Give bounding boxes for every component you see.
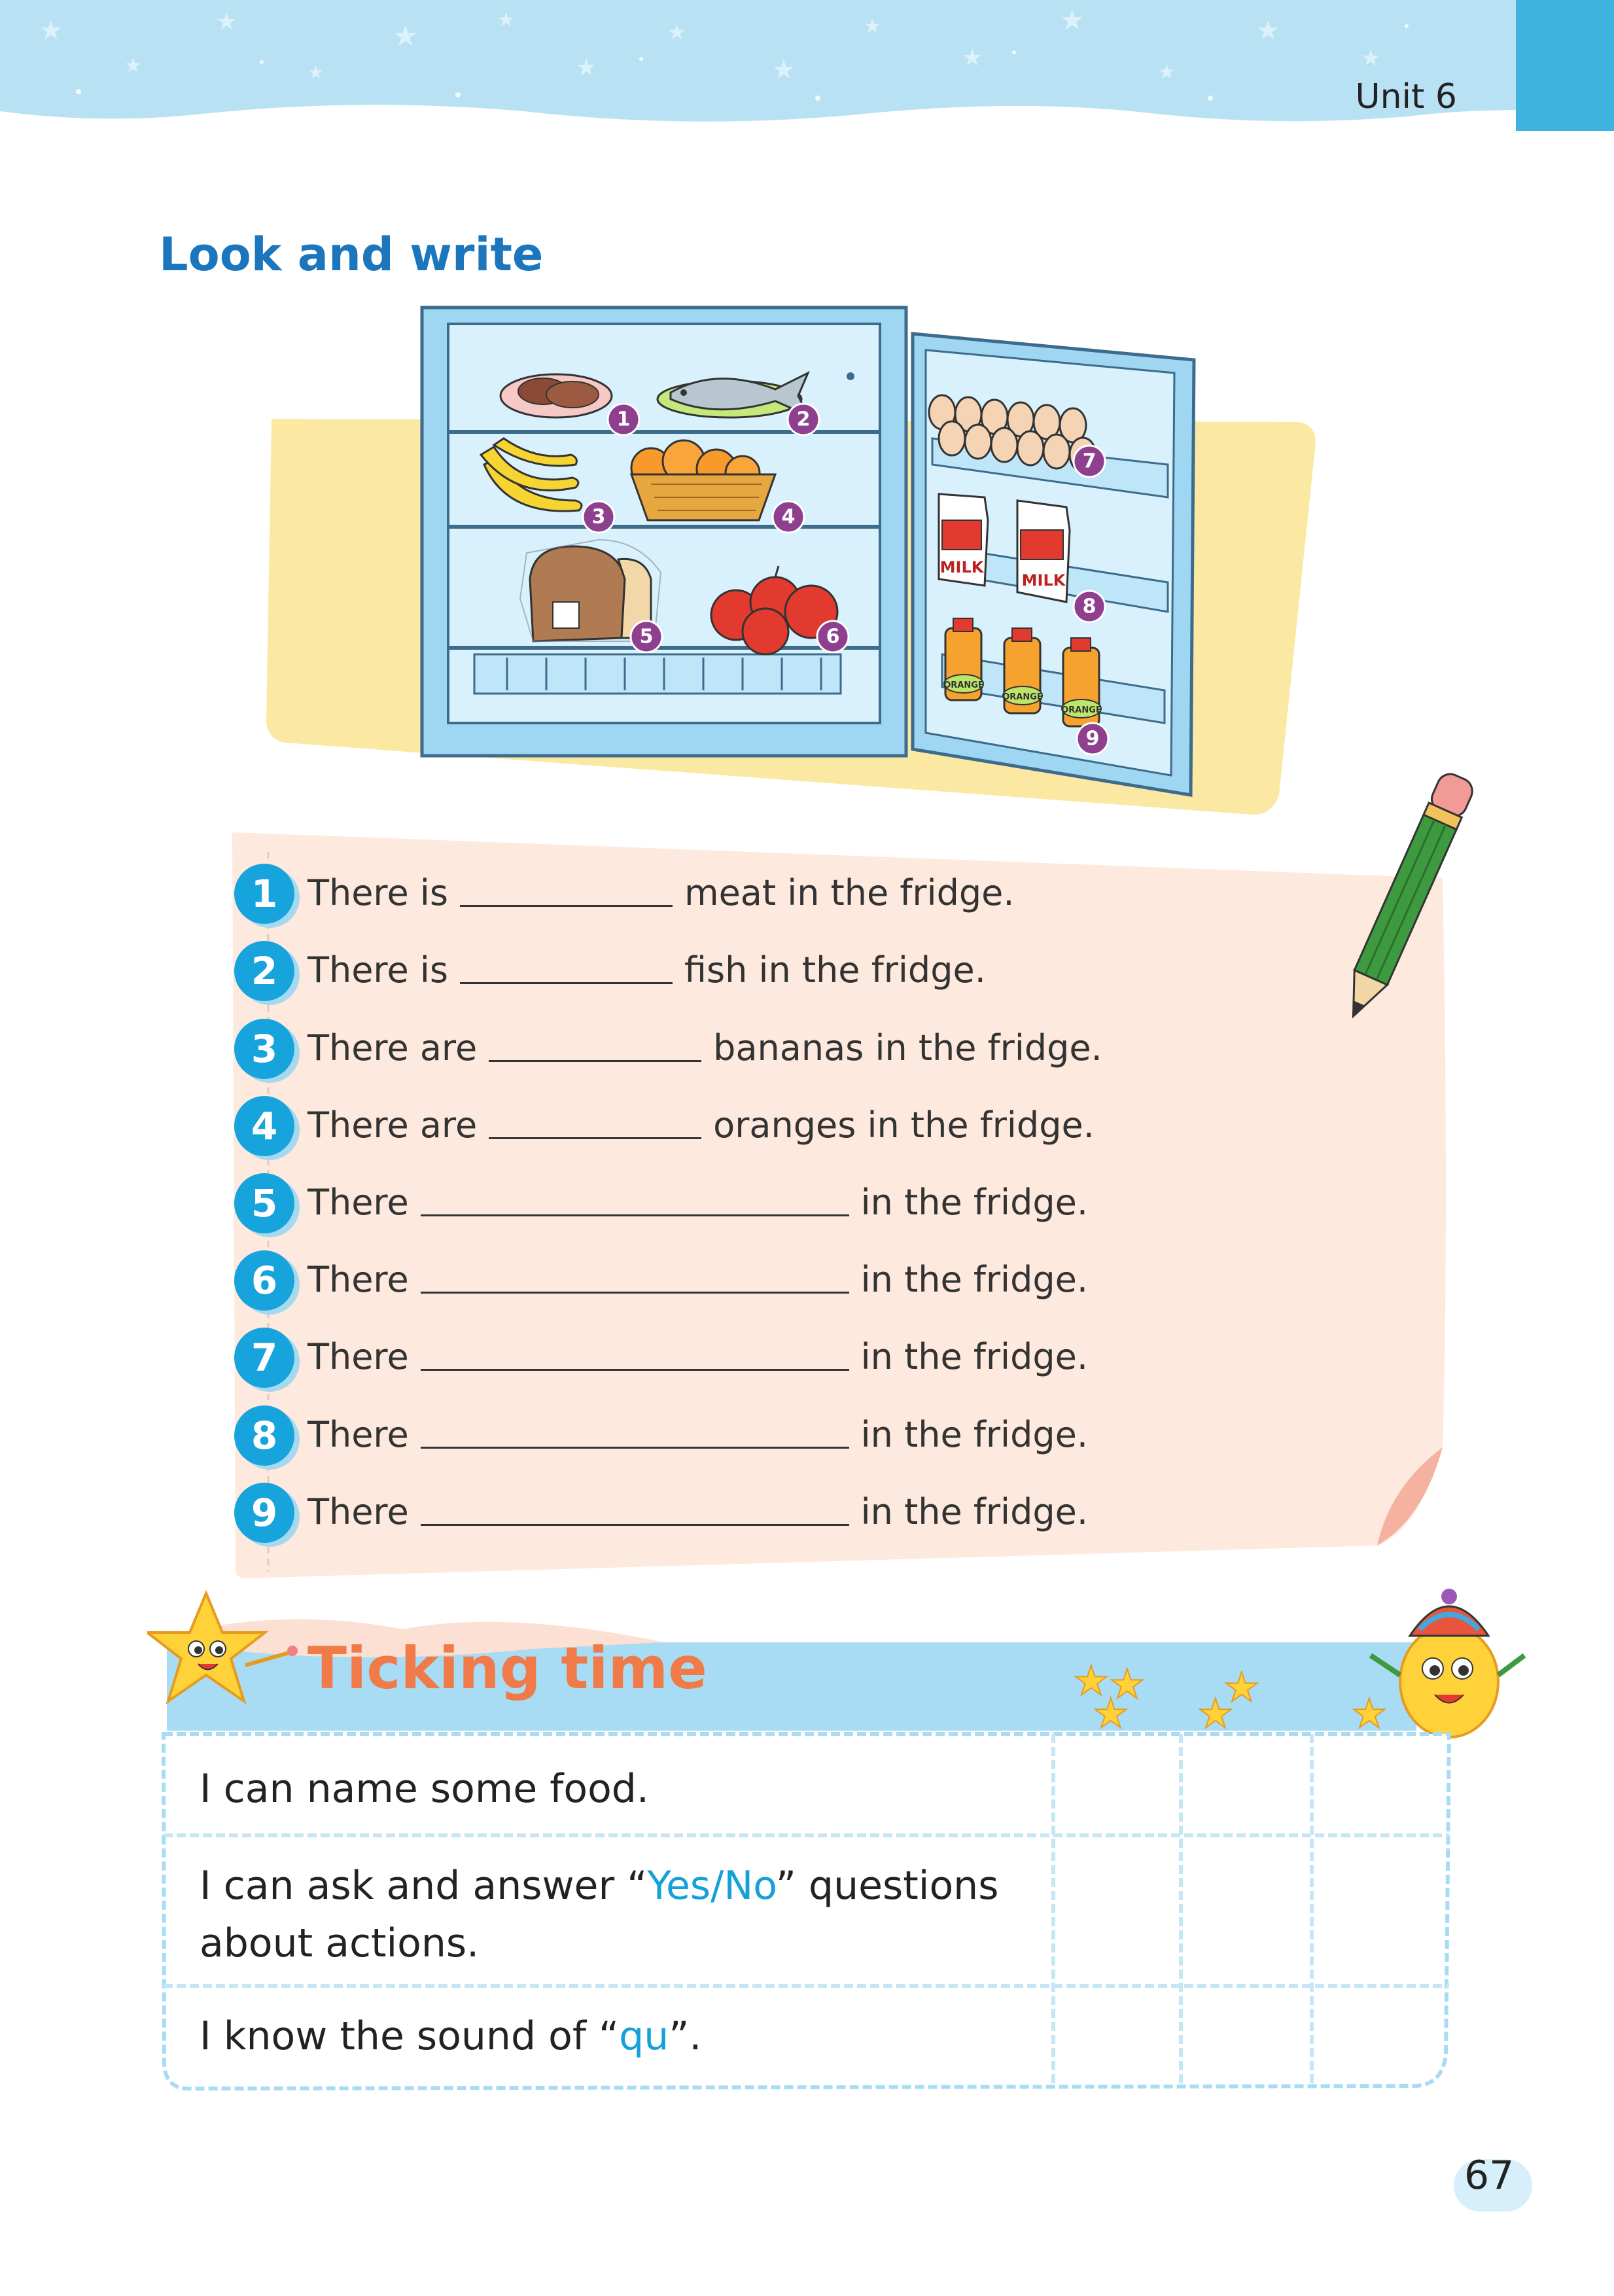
tick-column-stars (1066, 1655, 1459, 1747)
fridge-illustration (258, 298, 1338, 860)
milk-label-2: MILK (1021, 571, 1066, 590)
answer-blank-1[interactable] (460, 879, 673, 907)
marker-9 (1077, 723, 1108, 754)
can-do-text-3b: ”. (669, 2013, 702, 2059)
can-do-row-3 (200, 2007, 701, 2065)
exercise-row-2 (251, 937, 986, 1002)
milk-label-1: MILK (939, 558, 984, 576)
tick-cell-r2-c3[interactable] (1315, 1837, 1439, 1985)
tick-cell-r3-c3[interactable] (1315, 1988, 1439, 2086)
exercise-2-start: There is (307, 949, 448, 991)
star-icon: ★ (1351, 1689, 1388, 1737)
exercise-row-8 (251, 1402, 1089, 1467)
exercise-row-6 (251, 1246, 1089, 1312)
star-icon: ★ (1109, 1660, 1146, 1708)
exercise-row-4 (251, 1092, 1095, 1157)
svg-text:★: ★ (576, 54, 597, 81)
exercise-7-end: in the fridge. (860, 1335, 1089, 1377)
svg-text:★: ★ (497, 9, 515, 31)
pencil-icon (1328, 752, 1485, 1034)
exercise-8-end: in the fridge. (860, 1413, 1089, 1455)
marker-6 (817, 621, 849, 652)
answer-blank-9[interactable] (421, 1498, 849, 1526)
exercise-9-end: in the fridge. (860, 1491, 1089, 1532)
svg-text:★: ★ (307, 62, 325, 83)
svg-text:★: ★ (393, 20, 419, 53)
answer-blank-3[interactable] (489, 1034, 701, 1062)
svg-text:4: 4 (781, 505, 796, 529)
ticking-title: Ticking time (307, 1634, 707, 1702)
svg-text:9: 9 (1085, 727, 1100, 751)
svg-text:3: 3 (591, 505, 606, 529)
star-icon: ★ (1073, 1657, 1110, 1704)
number-badge-1: 1 (228, 860, 305, 925)
svg-text:★: ★ (1060, 4, 1085, 36)
svg-text:★: ★ (667, 20, 686, 44)
answer-blank-5[interactable] (421, 1188, 849, 1216)
exercise-row-9 (251, 1479, 1089, 1544)
svg-text:1: 1 (616, 408, 631, 431)
answer-blank-6[interactable] (421, 1265, 849, 1294)
meat-plate (500, 374, 612, 417)
marker-2 (788, 404, 819, 435)
svg-text:8: 8 (1082, 595, 1096, 618)
star-icon: ★ (1093, 1689, 1129, 1737)
answer-blank-8[interactable] (421, 1421, 849, 1449)
marker-8 (1074, 591, 1105, 622)
can-do-highlight-2: Yes/No (647, 1863, 776, 1909)
marker-3 (583, 501, 614, 533)
marker-4 (773, 501, 804, 533)
number-badge-2: 2 (228, 937, 305, 1002)
tick-cell-r1-c3[interactable] (1315, 1734, 1439, 1835)
can-do-text-1: I can name some food. (200, 1766, 649, 1812)
exercise-1-start: There is (307, 872, 448, 913)
number-badge-9: 9 (228, 1479, 305, 1544)
tick-cell-r3-c1[interactable] (1057, 1988, 1181, 2086)
exercise-5-end: in the fridge. (860, 1181, 1089, 1223)
star-icon: ★ (1197, 1689, 1234, 1737)
exercise-9-start: There (307, 1491, 409, 1532)
can-do-text-2b: ” questions (775, 1863, 999, 1909)
svg-text:5: 5 (639, 625, 654, 648)
answer-blank-4[interactable] (489, 1111, 701, 1139)
fridge-body (422, 308, 906, 756)
orange-label-1: ORANGE (943, 680, 984, 690)
svg-text:2: 2 (796, 408, 811, 431)
answer-blank-7[interactable] (421, 1343, 849, 1371)
tick-cell-r1-c2[interactable] (1184, 1734, 1308, 1835)
exercise-row-7 (251, 1324, 1089, 1389)
exercise-3-start: There are (307, 1027, 478, 1069)
svg-text:★: ★ (864, 15, 881, 38)
exercise-6-end: in the fridge. (860, 1258, 1089, 1300)
svg-text:★: ★ (772, 55, 796, 85)
orange-label-3: ORANGE (1061, 705, 1102, 715)
unit-label: Unit 6 (1355, 77, 1457, 116)
exercise-6-start: There (307, 1258, 409, 1300)
exercise-row-1 (251, 860, 1015, 925)
number-badge-8: 8 (228, 1402, 305, 1467)
marker-5 (631, 621, 662, 652)
svg-text:★: ★ (216, 9, 237, 35)
answer-blank-2[interactable] (460, 956, 673, 984)
tick-cell-r3-c2[interactable] (1184, 1988, 1308, 2086)
unit-tab-marker (1516, 0, 1614, 131)
page-number: 67 (1464, 2153, 1515, 2199)
star-mascot-icon (147, 1587, 298, 1724)
exercise-4-end: oranges in the fridge. (713, 1104, 1095, 1146)
number-badge-7: 7 (228, 1324, 305, 1389)
exercise-7-start: There (307, 1335, 409, 1377)
tick-cell-r2-c1[interactable] (1057, 1837, 1181, 1985)
number-badge-4: 4 (228, 1092, 305, 1157)
exercise-4-start: There are (307, 1104, 478, 1146)
tick-cell-r1-c1[interactable] (1057, 1734, 1181, 1835)
can-do-row-2 (200, 1857, 998, 1972)
number-badge-5: 5 (228, 1169, 305, 1235)
number-badge-6: 6 (228, 1246, 305, 1312)
orange-label-2: ORANGE (1002, 692, 1043, 702)
number-badge-3: 3 (228, 1015, 305, 1080)
star-icon: ★ (1223, 1663, 1260, 1711)
exercise-3-end: bananas in the fridge. (713, 1027, 1102, 1069)
svg-text:7: 7 (1082, 450, 1096, 473)
marker-7 (1074, 446, 1105, 477)
exercise-2-end: fish in the fridge. (684, 949, 986, 991)
can-do-text-3a: I know the sound of “ (200, 2013, 620, 2059)
svg-text:★: ★ (1158, 61, 1176, 84)
exercise-row-5 (251, 1169, 1089, 1235)
exercise-1-end: meat in the fridge. (684, 872, 1015, 913)
can-do-text-2c: about actions. (200, 1920, 480, 1966)
marker-1 (608, 404, 639, 435)
exercise-row-3 (251, 1015, 1102, 1080)
can-do-highlight-3: qu (619, 2013, 669, 2059)
can-do-text-2a: I can ask and answer “ (200, 1863, 648, 1909)
svg-text:★: ★ (1361, 45, 1381, 71)
tick-cell-r2-c2[interactable] (1184, 1837, 1308, 1985)
exercise-5-start: There (307, 1181, 409, 1223)
svg-text:★: ★ (1256, 16, 1280, 46)
exercise-8-start: There (307, 1413, 409, 1455)
svg-text:★: ★ (962, 44, 983, 71)
can-do-row-1 (200, 1760, 649, 1818)
svg-text:★: ★ (39, 16, 63, 46)
svg-text:★: ★ (124, 54, 142, 77)
section-title: Look and write (159, 228, 544, 281)
svg-text:6: 6 (826, 625, 840, 648)
